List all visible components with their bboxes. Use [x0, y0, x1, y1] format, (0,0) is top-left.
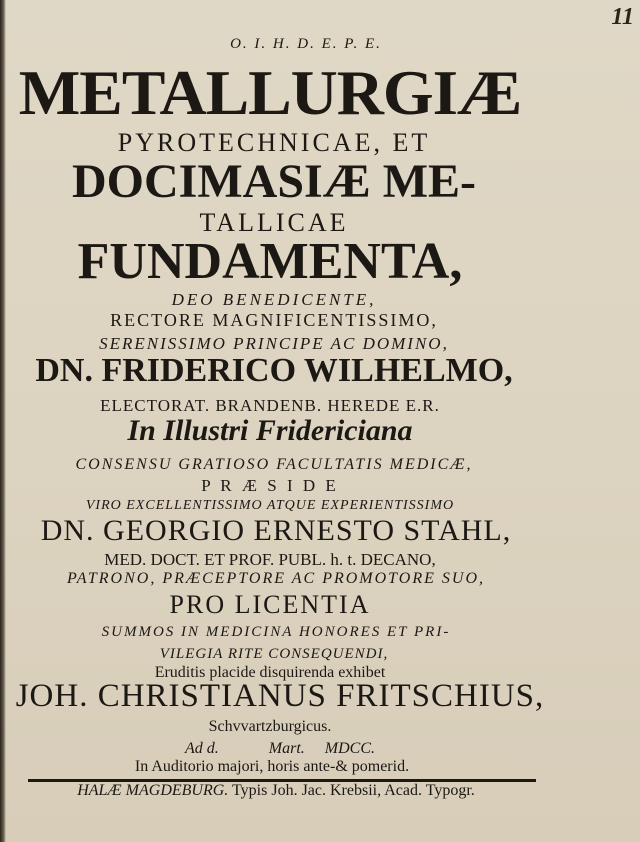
dedication-line-1: DEO BENEDICENTE, [171, 290, 377, 309]
imprint-line [0, 782, 596, 800]
page-number: 11 [611, 4, 634, 30]
title-line-2: PYROTECHNICAE, ET [117, 128, 431, 157]
date-year: MDCC. [324, 740, 375, 757]
university-name: In Illustri Fridericiana [127, 414, 413, 447]
praeses-epithet: VIRO EXCELLENTISSIMO ATQUE EXPERIENTISSIMO [85, 498, 455, 513]
date-ad: Ad d. [184, 740, 219, 757]
author-name: JOH. CHRISTIANUS FRITSCHIUS, [15, 678, 545, 714]
eruditis-line: Eruditis placide disquirenda exhibet [154, 664, 386, 681]
imprint-city: HALÆ MAGDEBURG. [77, 782, 229, 799]
pro-licentia: PRO LICENTIA [169, 590, 371, 619]
imprint-printer: Typis Joh. Jac. Krebsii, Acad. Typogr. [232, 782, 475, 799]
header-initials: O. I. H. D. E. P. E. [230, 36, 382, 52]
praeses-name: DN. GEORGIO ERNESTO STAHL, [40, 514, 512, 547]
venue-line: In Auditorio majori, horis ante-& pomerid. [134, 758, 410, 775]
dedication-line-4: DN. FRIDERICO WILHELMO, [35, 352, 513, 389]
consent-line: CONSENSU GRATIOSO FACULTATIS MEDICÆ, [75, 456, 473, 473]
honores-line-2: VILEGIA RITE CONSEQUENDI, [159, 646, 389, 662]
title-line-3: DOCIMASIÆ ME- [72, 155, 476, 208]
honores-line-1: SUMMOS IN MEDICINA HONORES ET PRI- [101, 624, 451, 640]
praeses-titles: MED. DOCT. ET PROF. PUBL. h. t. DECANO, [104, 550, 436, 569]
date-line [0, 740, 600, 758]
dedication-line-5: ELECTORAT. BRANDENB. HEREDE E.R. [100, 396, 440, 415]
title-line-5: FUNDAMENTA, [77, 233, 463, 290]
dedication-line-3: SERENISSIMO PRINCIPE AC DOMINO, [99, 334, 449, 353]
title-line-1: METALLURGIÆ [18, 57, 522, 128]
praeside-line: P R Æ S I D E [201, 476, 339, 495]
author-origin: Schvvartzburgicus. [208, 718, 332, 735]
dedication-line-2: RECTORE MAGNIFICENTISSIMO, [110, 310, 438, 330]
date-month: Mart. [268, 740, 305, 757]
patrono-line: PATRONO, PRÆCEPTORE AC PROMOTORE SUO, [66, 570, 485, 587]
title-line-4: TALLICAE [199, 208, 349, 237]
